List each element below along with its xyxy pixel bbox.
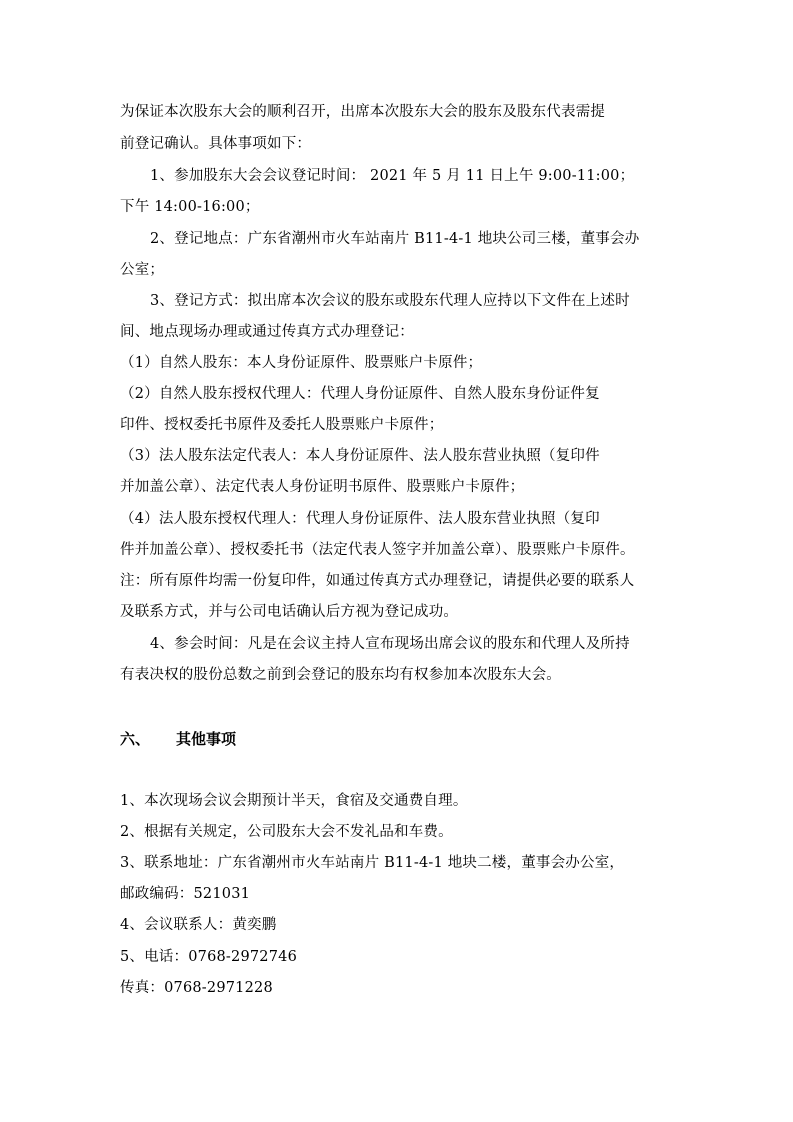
section-number: 六、 bbox=[120, 730, 151, 748]
other-item-3-postcode: 邮政编码：521031 bbox=[120, 886, 251, 902]
sub3-line-2: 并加盖公章）、法定代表人身份证明书原件、股票账户卡原件； bbox=[120, 479, 525, 495]
item2-line-2: 公室； bbox=[120, 262, 165, 278]
note-line-2: 及联系方式，并与公司电话确认后方视为登记成功。 bbox=[120, 604, 459, 620]
other-item-3: 3、联系地址：广东省潮州市火车站南片 B11-4-1 地块二楼，董事会办公室， bbox=[120, 855, 625, 871]
note-line-1: 注：所有原件均需一份复印件，如通过传真方式办理登记，请提供必要的联系人 bbox=[120, 573, 635, 589]
sub4-line-1: （4）法人股东授权代理人：代理人身份证原件、法人股东营业执照（复印 bbox=[120, 511, 600, 527]
section-title: 其他事项 bbox=[176, 730, 237, 748]
other-item-2: 2、根据有关规定，公司股东大会不发礼品和车费。 bbox=[120, 824, 453, 840]
sub2-line-1: （2）自然人股东授权代理人：代理人身份证原件、自然人股东身份证件复 bbox=[120, 386, 600, 402]
item2-line-1: 2、登记地点：广东省潮州市火车站南片 B11-4-1 地块公司三楼，董事会办 bbox=[150, 231, 640, 247]
item3-line-1: 3、登记方式：拟出席本次会议的股东或股东代理人应持以下文件在上述时 bbox=[150, 293, 630, 309]
sub2-line-2: 印件、授权委托书原件及委托人股票账户卡原件； bbox=[120, 417, 444, 433]
item1-line-2: 下午 14:00-16:00； bbox=[120, 199, 260, 215]
item4-line-1: 4、参会时间：凡是在会议主持人宣布现场出席会议的股东和代理人及所持 bbox=[150, 636, 630, 652]
section-heading bbox=[120, 728, 236, 749]
item4-line-2: 有表决权的股份总数之前到会登记的股东均有权参加本次股东大会。 bbox=[120, 667, 561, 683]
item3-line-2: 间、地点现场办理或通过传真方式办理登记： bbox=[120, 324, 414, 340]
other-item-5: 5、电话：0768-2972746 bbox=[120, 949, 298, 965]
intro-line-2: 前登记确认。具体事项如下： bbox=[120, 136, 312, 152]
sub3-line-1: （3）法人股东法定代表人：本人身份证原件、法人股东营业执照（复印件 bbox=[120, 448, 600, 464]
other-item-fax: 传真：0768-2971228 bbox=[120, 980, 273, 996]
sub4-line-2: 件并加盖公章）、授权委托书（法定代表人签字并加盖公章）、股票账户卡原件。 bbox=[120, 542, 635, 558]
sub1-line: （1）自然人股东：本人身份证原件、股票账户卡原件； bbox=[120, 355, 483, 371]
intro-line-1: 为保证本次股东大会的顺利召开，出席本次股东大会的股东及股东代表需提 bbox=[120, 104, 606, 120]
other-item-4: 4、会议联系人：黄奕鹏 bbox=[120, 917, 277, 933]
other-item-1: 1、本次现场会议会期预计半天，食宿及交通费自理。 bbox=[120, 793, 468, 809]
item1-line-1: 1、参加股东大会会议登记时间： 2021 年 5 月 11 日上午 9:00-11:00； bbox=[150, 168, 635, 184]
